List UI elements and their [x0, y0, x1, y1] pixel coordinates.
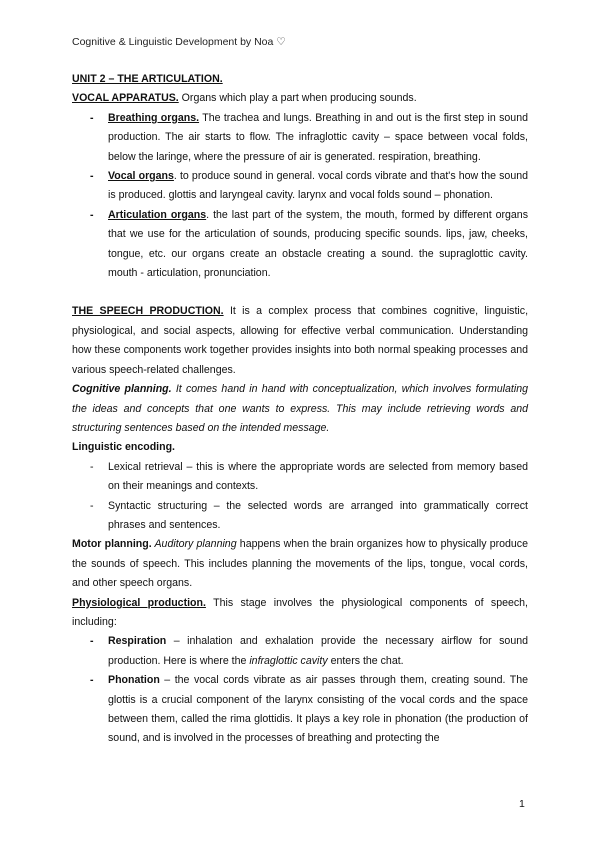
page-header: Cognitive & Linguistic Development by Noa ♡	[72, 36, 286, 48]
linguistic-encoding-term: Linguistic encoding.	[72, 441, 175, 454]
term-phonation: Phonation	[108, 674, 160, 687]
vocal-apparatus-list	[72, 109, 528, 284]
list-item-text: Lexical retrieval – this is where the appropriate words are selected from memory based on their meanings and contexts.	[108, 460, 528, 493]
physiological-production-paragraph	[72, 594, 528, 633]
list-item: - Articulation organs. the last part of the system, the mouth, formed by different organs that we use for the articulation of sounds, producing specific sounds. lips, jaw, cheeks, tongue, etc. our organs create an obstacle creating a sound. the supraglottic cavity. mouth - articulation, pronunciation.	[90, 208, 528, 280]
list-item-text: Syntactic structuring – the selected words are arranged into grammatically correct phrases and sentences.	[108, 499, 528, 531]
speech-production-paragraph	[72, 302, 528, 380]
motor-planning-text: happens when the brain organizes how to physically produce the sounds of speech. This includes planning the movements of the lips, tongue, vocal cords, and other speech organs.	[72, 538, 528, 590]
cognitive-planning-paragraph	[72, 380, 528, 438]
vocal-apparatus-paragraph	[72, 89, 528, 108]
physiological-production-term: Physiological production.	[72, 596, 206, 609]
list-item: - Breathing organs. The trachea and lungs. Breathing in and out is the first step in sound production. The air starts to flow. The infraglottic cavity – space between vocal folds, below the laringe, where the pressure of air is generated. respiration, breathing.	[90, 111, 528, 163]
motor-planning-term: Motor planning.	[72, 538, 152, 551]
vocal-apparatus-intro: Organs which play a part when producing sounds.	[178, 92, 417, 105]
list-item-text: – the vocal cords vibrate as air passes through them, creating sound. The glottis is a crucial component of the larynx consisting of the vocal cords and the space between them, called the rima glottidis. It plays a key role in phonation (the production of sound, and is involved in the processes of breathing and protecting the	[108, 674, 528, 745]
cognitive-planning-text: It comes hand in hand with conceptualization, which involves formulating the ideas and concepts that one wants to express. This may include retrieving words and structuring sentences based on the intended message.	[72, 383, 528, 434]
physiological-list	[72, 632, 528, 748]
list-item-text: The trachea and lungs. Breathing in and out is the first step in sound production. The air starts to flow. The infraglottic cavity – space between vocal folds, below the laringe, where the pressure of air is generated. respiration, breathing.	[108, 111, 528, 163]
vocal-apparatus-heading: VOCAL APPARATUS.	[72, 92, 179, 105]
term-vocal-organs: Vocal organs	[108, 170, 174, 183]
motor-planning-paragraph	[72, 535, 528, 593]
motor-planning-italic: Auditory planning	[151, 538, 237, 551]
list-item-text: . to produce sound in general. vocal cords vibrate and that's how the sound is produced. glottis and laryngeal cavity. larynx and vocal folds sound – phonation.	[108, 170, 528, 202]
list-item: - Syntactic structuring – the selected words are arranged into grammatically correct phrases and sentences.	[90, 499, 528, 531]
term-breathing-organs: Breathing organs.	[108, 111, 200, 124]
list-item: - Lexical retrieval – this is where the appropriate words are selected from memory based on their meanings and contexts.	[90, 460, 528, 493]
linguistic-encoding-list	[72, 458, 528, 536]
document-body	[72, 70, 528, 749]
term-respiration: Respiration	[108, 635, 167, 648]
list-item-italic: infraglottic cavity	[249, 654, 328, 667]
list-item: - Respiration – inhalation and exhalation provide the necessary airflow for sound production. Here is where the infraglottic cavity enters the chat.	[90, 635, 528, 667]
speech-production-intro: It is a complex process that combines cognitive, linguistic, physiological, and social aspects, allowing for effective verbal communication. Understanding how these components work together provides insights into both normal speaking processes and various speech-related challenges.	[72, 305, 529, 376]
physiological-production-text: This stage involves the physiological components of speech, including:	[72, 596, 528, 628]
term-articulation-organs: Articulation organs	[108, 208, 207, 221]
list-item: - Phonation – the vocal cords vibrate as air passes through them, creating sound. The glottis is a crucial component of the larynx consisting of the vocal cords and the space between them, called the rima glottidis. It plays a key role in phonation (the production of sound, and is involved in the processes of breathing and protecting the	[90, 674, 528, 745]
list-item-text: – inhalation and exhalation provide the necessary airflow for sound production. Here is where the	[108, 635, 528, 667]
speech-production-heading: THE SPEECH PRODUCTION.	[72, 305, 224, 318]
list-item: - Vocal organs. to produce sound in general. vocal cords vibrate and that's how the sound is produced. glottis and laryngeal cavity. larynx and vocal folds sound – phonation.	[90, 170, 528, 202]
page-number: 1	[519, 798, 525, 810]
cognitive-planning-term: Cognitive planning.	[72, 383, 172, 396]
list-item-text: . the last part of the system, the mouth, formed by different organs that we use for the articulation of sounds, producing specific sounds. lips, jaw, cheeks, tongue, etc. our organs create an obstacle creating a sound. the supraglottic cavity. mouth - articulation, pronunciation.	[108, 208, 528, 280]
list-item-text: enters the chat.	[327, 654, 404, 667]
unit-title: UNIT 2 – THE ARTICULATION.	[72, 73, 223, 85]
